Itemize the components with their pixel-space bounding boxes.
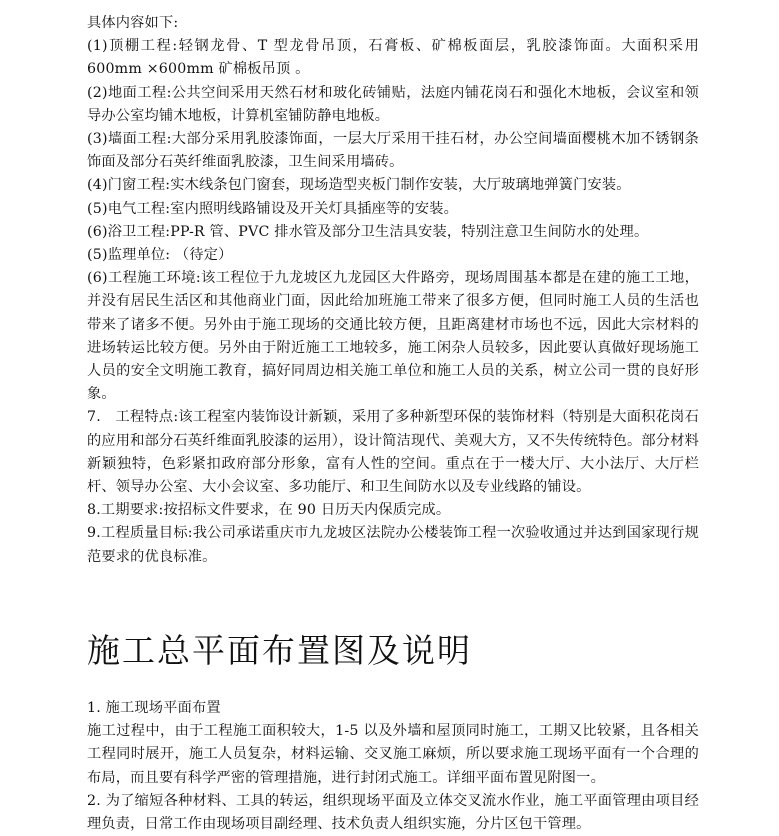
paragraph-management: 2. 为了缩短各种材料、工具的转运，组织现场平面及立体交叉流水作业，施工平面管理由项目经理负责，日常工作由现场项目副经理、技术负责人组织实施，分片区包干管理。 (87, 792, 699, 833)
section-title: 施工总平面布置图及说明 (87, 631, 472, 670)
intro-lead: 具体内容如下: (87, 15, 179, 31)
paragraph-layout-description: 施工过程中，由于工程施工面积较大，1-5 以及外墙和屋顶同时施工，工期又比较紧，且各相关工程同时展开，施工人员复杂，材料运输、交叉施工麻烦，所以要求施工现场平面有一个合理的布局，而且要有科学严密的管理措施，进行封闭式施工。详细平面布置见附图一。 (87, 723, 699, 786)
item-site-environment: (6)工程施工环境:该工程位于九龙坡区九龙园区大件路旁，现场周围基本都是在建的施工工地，并没有居民生活区和其他商业门面，因此给加班施工带来了很多方便，但同时施工人员的生活也带来了诸多不便。另外由于施工现场的交通比较方便，且距离建材市场也不远，因此大宗材料的进场转运比较方便。另外由于附近施工工地较多，施工闲杂人员较多，因此要认真做好现场施工人员的安全文明施工教育，搞好同周边相关施工单位和施工人员的关系，树立公司一贯的良好形象。 (87, 270, 699, 403)
project-details (87, 12, 699, 569)
item-supervision-unit: (5)监理单位: （待定） (87, 247, 233, 264)
item-wall-works: (3)墙面工程:大部分采用乳胶漆饰面，一层大厅采用干挂石材，办公空间墙面樱桃木加不锈钢条饰面及部分石英纤维面乳胶漆，卫生间采用墙砖。 (87, 131, 699, 171)
subheading-site-layout: 1. 施工现场平面布置 (87, 700, 221, 716)
item-project-features: 7. 工程特点:该工程室内装饰设计新颖，采用了多种新型环保的装饰材料（特别是大面积花岗石的应用和部分石英纤维面乳胶漆的运用），设计简洁现代、美观大方，又不失传统特色。部分材料新颖独特，色彩紧扣政府部分形象，富有人性的空间。重点在于一楼大厅、大小法厅、大厅栏杆、领导办公室、大小会议室、多功能厅、和卫生间防水以及专业线路的铺设。 (87, 409, 699, 496)
item-schedule: 8.工期要求:按招标文件要求，在 90 日历天内保质完成。 (87, 502, 451, 519)
item-ceiling-works: (1)顶棚工程:轻钢龙骨、T 型龙骨吊顶，石膏板、矿棉板面层，乳胶漆饰面。大面积采用 600mm ×600mm 矿棉板吊顶 。 (87, 38, 699, 78)
item-electrical-works: (5)电气工程:室内照明线路铺设及开关灯具插座等的安装。 (87, 200, 458, 217)
item-floor-works: (2)地面工程:公共空间采用天然石材和玻化砖铺贴，法庭内铺花岗石和强化木地板，会议室和领导办公室均铺木地板，计算机室铺防静电地板。 (87, 84, 699, 124)
site-layout-section (87, 697, 699, 836)
item-quality-target: 9.工程质量目标:我公司承诺重庆市九龙坡区法院办公楼装饰工程一次验收通过并达到国家现行规范要求的优良标准。 (87, 525, 699, 565)
item-bathroom-works: (6)浴卫工程:PP-R 管、PVC 排水管及部分卫生洁具安装，特别注意卫生间防水的处理。 (87, 223, 649, 240)
item-door-window-works: (4)门窗工程:实木线条包门窗套，现场造型夹板门制作安装，大厅玻璃地弹簧门安装。 (87, 177, 631, 194)
